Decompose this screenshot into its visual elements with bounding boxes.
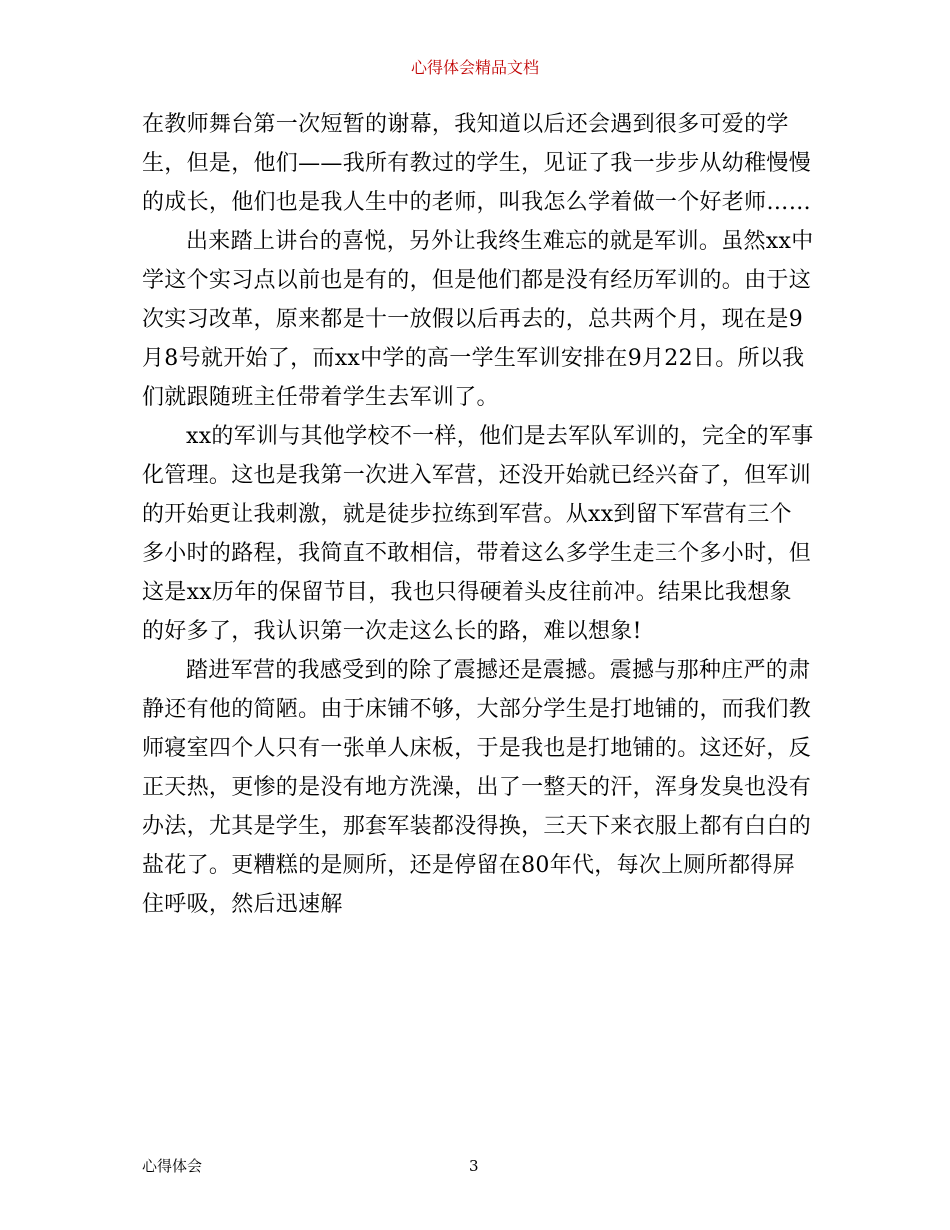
paragraph-continuation: 在教师舞台第一次短暂的谢幕，我知道以后还会遇到很多可爱的学生，但是，他们——我所有教过的学生，见证了我一步步从幼稚慢慢的成长，他们也是我人生中的老师，叫我怎么学着做一个好老师…… bbox=[142, 112, 812, 215]
paragraph-barracks-conditions: 踏进军营的我感受到的除了震撼还是震撼。震撼与那种庄严的肃静还有他的简陋。由于床铺不够，大部分学生是打地铺的，而我们教师寝室四个人只有一张单人床板，于是我也是打地铺的。这还好，反正天热，更惨的是没有地方洗澡，出了一整天的汗，浑身发臭也没有办法，尤其是学生，那套军装都没得换，三天下来衣服上都有白白的盐花了。更糟糕的是厕所，还是停留在80年代，每次上厕所都得屏住呼吸，然后迅速解 bbox=[142, 658, 812, 917]
document-header-title: 心得体会精品文档 bbox=[410, 58, 539, 77]
page-number: 3 bbox=[469, 1157, 479, 1175]
document-body bbox=[142, 105, 814, 924]
paragraph-march-to-camp: xx的军训与其他学校不一样，他们是去军队军训的，完全的军事化管理。这也是我第一次进入军营，还没开始就已经兴奋了，但军训的开始更让我刺激，就是徒步拉练到军营。从xx到留下军营有三个多小时的路程，我简直不敢相信，带着这么多学生走三个多小时，但这是xx历年的保留节目，我也只得硬着头皮往前冲。结果比我想象的好多了，我认识第一次走这么长的路，难以想象! bbox=[142, 424, 814, 644]
footer-label: 心得体会 bbox=[142, 1157, 203, 1175]
paragraph-military-training: 出来踏上讲台的喜悦，另外让我终生难忘的就是军训。虽然xx中学这个实习点以前也是有的，但是他们都是没有经历军训的。由于这次实习改革，原来都是十一放假以后再去的，总共两个月，现在是9月8号就开始了，而xx中学的高一学生军训安排在9月22日。所以我们就跟随班主任带着学生去军训了。 bbox=[142, 229, 814, 410]
